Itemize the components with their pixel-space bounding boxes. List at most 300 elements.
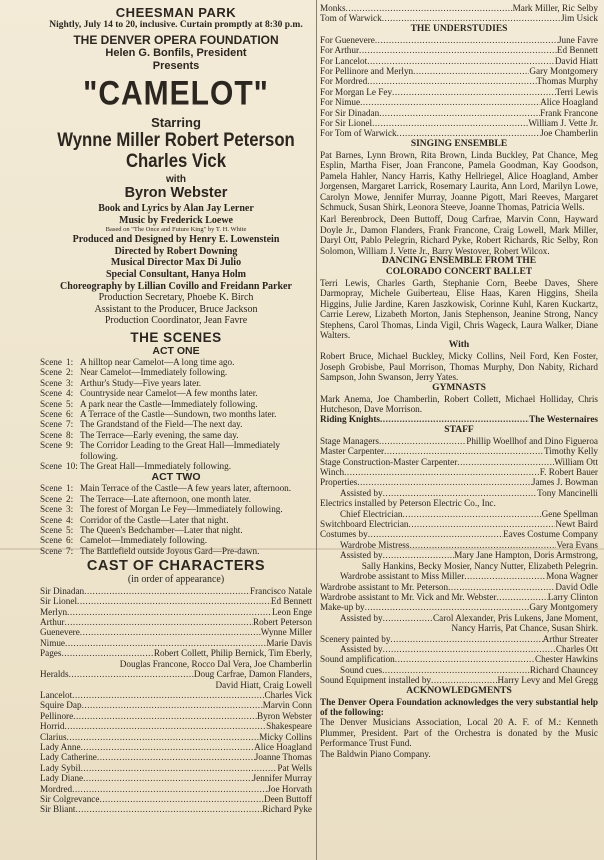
scene-description: Countryside near Camelot—A few months later. [80,388,258,399]
cast-row [40,732,312,742]
role-name: For Arthur [320,45,360,56]
role-name: Sir Dinadan [40,585,85,596]
scene-description: The Terrace—Early evening, the same day. [80,429,239,440]
cast-row [40,773,312,783]
dancing-heading-line2: COLORADO CONCERT BALLET [385,266,533,277]
scene-label: Scene [40,429,62,440]
leader-dots [77,596,271,606]
leader-dots [448,582,555,592]
performer-name: Joanne Thomas [254,752,312,763]
credit-line: Based on "The Once and Future King" by T. H. White [105,226,247,234]
understudy-row [320,128,598,138]
role-name: Lady Diane [40,773,84,784]
cast-row [40,617,312,627]
staff-row [320,644,598,654]
leader-dots [368,529,503,539]
performer-name: Charles Vick [264,689,312,700]
presenter-president: Helen G. Bonfils, President [105,47,247,59]
leader-dots [379,436,466,446]
scene-number: 6: [66,535,74,546]
cast-row [40,648,312,658]
scene-description: The forest of Morgan Le Fey—Immediately following. [80,504,283,515]
scene-number: 4: [66,388,74,399]
leader-dots [61,648,153,658]
scene-label: Scene [40,377,62,388]
role-name: Wardrobe assistant to Mr. Vick and Mr. Webster [320,591,497,602]
role-name: For Sir Lionel [320,118,373,129]
leader-dots [67,732,260,742]
scene-number: 7: [66,545,74,556]
leader-dots [392,87,555,97]
cast-order-note: (in order of appearance) [127,574,225,586]
staff-row [320,592,598,602]
scene-number: 3: [66,504,74,515]
understudy-row [320,87,598,97]
role-name: Make-up by [320,602,365,613]
scene-description: The Terrace—Late afternoon, one month later. [80,493,251,504]
scene-row [40,535,312,545]
scene-description: Corridor of the Castle—Later that night. [80,514,229,525]
staff-row [320,488,598,498]
leader-dots [81,763,278,773]
scene-description: The Great Hall—Immediately following. [80,461,232,471]
staff-row [320,571,598,581]
performer-name: Jim Usick [560,13,598,24]
staff-row [320,467,598,477]
right-column [317,0,604,860]
leader-dots [382,665,530,675]
leader-dots [67,607,272,617]
leader-dots [82,700,263,710]
leader-dots [97,752,255,762]
leader-dots [83,773,252,783]
performer-name: Vera Evans [556,539,598,550]
leader-dots [367,56,555,66]
role-name: Mordred [40,783,73,794]
staff-row [320,582,598,592]
credit-line: Assistant to the Producer, Bruce Jackson [94,303,258,315]
cast-row [40,669,312,679]
performer-name: Robert Peterson [253,617,312,628]
performer-name: James J. Bowman [531,477,598,488]
scene-description: Arthur's Study—Five years later. [80,377,202,388]
leader-dots [73,711,257,721]
cast-row [40,711,312,721]
staff-heading: STAFF [444,424,474,435]
staff-row [320,477,598,487]
performer-name: Deen Buttoff [263,793,312,804]
role-name: Pages [40,648,62,659]
role-name: Assisted by [340,487,383,498]
cast-row [40,586,312,596]
understudy-row [320,97,598,107]
understudy-row [320,35,598,45]
leader-dots [413,66,529,76]
performer-name: Carol Alexander, Pris Lukens, Jane Moment, [433,612,598,623]
staff-row [320,436,598,446]
gymnasts-names: Mark Anema, Joe Chamberlin, Robert Collett, Michael Holliday, Chris Hutcheson, Dave Morrison. [320,393,598,414]
leader-dots [72,690,264,700]
cast-row [40,607,312,617]
continued-line: Douglas Francone, Rocco Dal Vera, Joe Chamberlin [119,658,312,669]
understudy-row [320,108,598,118]
singing-women-names: Pat Barnes, Lynn Brown, Rita Brown, Linda Buckley, Pat Chance, Meg Esplin, Martha Fiser, Joan Francone, Pamela Goodman, Kay Goodson, Pamela Hahler, Nancy Harris, Kathy Hellriegel, Alice Hoagland, Amber Jorgensen, Margaret Larrick, Rosemary Laurita, Ann Lord, Marilyn Lowe, Carolyn Mowe, Jennifer Murray, Joanne Pigott, Mari Reeves, Margaret Schmuck, Susan Shirk, Leonora Steeve, Joanne Thomas, Patricia Wells. [320,149,598,212]
performer-name: Joe Horvath [267,783,312,794]
singing-men-names: Karl Berenbrock, Deen Buttoff, Doug Carfrae, Marvin Conn, Hayward Doyle Jr., Damon Flanders, Frank Francone, Craig Lowell, Mark Miller, Daryl Ott, Pablo Pelegrin, Richard Pyke, Robert Richards, Ric Selby, Ron Solomon, William J. Vette Jr., Barry Westover, Robert Wilcox. [320,214,598,256]
cast-list [40,586,312,815]
scene-label: Scene [40,440,62,451]
scene-row [40,419,312,429]
cast-row [40,627,312,637]
role-name: For Mordred [320,76,368,87]
leader-dots [409,519,556,529]
performer-name: Leon Enge [271,606,312,617]
role-name: Sound Equipment installed by [320,675,432,686]
leader-dots [409,540,556,550]
continued-line: Sally Hankins, Becky Mosier, Nancy Nutter, Elizabeth Pelegrin. [361,560,598,571]
scene-label: Scene [40,535,62,546]
scene-row [40,504,312,514]
role-name: Heralds [40,669,69,680]
leader-dots [372,118,528,128]
role-name: Switchboard Electrician [320,519,409,530]
performer-name: F. Robert Bauer [539,467,598,478]
performer-name: Ed Bennett [556,45,598,56]
role-name: Properties [320,477,358,488]
performer-name: Byron Webster [257,710,312,721]
act-one-scene-list [40,357,312,471]
cast-row [40,690,312,700]
leader-dots [80,627,261,637]
scene-description: The Corridor Leading to the Great Hall—Immediately following. [80,440,281,461]
scene-label: Scene [40,504,62,515]
scene-row [40,546,312,556]
performer-name: Thomas Murphy [536,76,598,87]
scene-number: 2: [66,493,74,504]
scene-row [40,388,312,398]
performer-name: Richard Pyke [262,804,312,815]
cast-row [40,804,312,814]
role-name: For Pellinore and Merlyn [320,66,414,77]
staff-row [320,654,598,664]
leader-dots [72,784,267,794]
scene-label: Scene [40,483,62,494]
performer-name: Shakespeare [266,721,312,732]
with-heading: With [448,340,470,351]
performer-name: Wynne Miller [260,627,312,638]
staff-row [320,498,598,508]
acknowledgment-piano: The Baldwin Piano Company. [320,748,431,759]
performer-name: Mona Wagner [546,571,598,582]
performer-name: Micky Collins [259,731,312,742]
scene-row [40,409,312,419]
performance-dates: Nightly, July 14 to 20, inclusive. Curtain promptly at 8:30 p.m. [49,20,303,30]
role-name: Stage Construction-Master Carpenter [320,456,458,467]
scene-description: The Queen's Bedchamber—Later that night. [80,525,243,536]
staff-row [320,665,598,675]
leader-dots [383,550,454,560]
scene-label: Scene [40,388,62,399]
star-names-line2: Charles Vick [125,151,227,172]
staff-row [320,540,598,550]
scene-label: Scene [40,408,62,419]
role-name: Sir Bliant [40,804,76,815]
scenes-heading: THE SCENES [130,329,222,345]
scene-row [40,483,312,493]
role-name: Wardrobe Mistress [340,539,410,550]
performer-name: Jennifer Murray [252,773,312,784]
leader-dots [65,617,254,627]
understudy-row [320,76,598,86]
act-two-scene-list [40,483,312,556]
performer-name: Doug Carfrae, Damon Flanders, [193,669,312,680]
leader-dots [346,3,513,13]
performer-name: William J. Vette Jr. [528,118,598,129]
scene-label: Scene [40,398,62,409]
performer-name: Gary Montgomery [529,602,598,613]
scene-description: A park near the Castle—Immediately following. [80,398,258,409]
staff-row [320,675,598,685]
leader-dots [457,457,554,467]
role-name: Winch [320,467,345,478]
scene-description: A Terrace of the Castle—Sundown, two months later. [80,408,277,419]
performer-name: Frank Francone [540,107,598,118]
scene-description: The Battlefield outside Joyous Gard—Pre-dawn. [80,545,260,556]
act-two-heading: ACT TWO [151,471,201,484]
role-name: Sir Colgrevance [40,793,100,804]
leader-dots [367,76,536,86]
understudies-list [320,35,598,139]
leader-dots [384,446,544,456]
scene-label: Scene [40,545,62,556]
leader-dots [379,108,540,118]
credit-line: Musical Director Max Di Julio [110,257,242,269]
scene-number: 1: [66,356,74,367]
cast-list-continued [320,3,598,24]
credit-line: Music by Frederick Loewe [119,214,233,226]
understudy-row [320,118,598,128]
performer-name: Phillip Woellhof and Dino Figueroa [466,435,598,446]
leader-dots [99,794,263,804]
leader-dots [431,675,497,685]
leader-dots [397,128,540,138]
scene-row [40,525,312,535]
scene-row [40,367,312,377]
staff-row [320,519,598,529]
scene-number: 1: [66,483,74,494]
scene-number: 5: [66,525,74,536]
performer-name: Eaves Costume Company [503,529,598,540]
cast-row [40,700,312,710]
staff-row [320,457,598,467]
scene-label: Scene [40,356,62,367]
credit-line: Special Consultant, Hanya Holm [105,268,247,280]
role-name: Wardrobe assistant to Mr. Peterson [320,581,449,592]
scene-description: Near Camelot—Immediately following. [80,367,228,378]
cast-row [320,3,598,13]
role-name: Lady Catherine [40,752,97,763]
performer-name: Alice Hoagland [540,97,598,108]
dancing-names: Terri Lewis, Charles Garth, Stephanie Corn, Beebe Daves, Shere Darmopray, Michele Guiberteau, Elise Haas, Karen Higgins, Sheila Higgins, Julie Jardine, Karen Jaszkowisk, Corinne Kuhl, Karen Kuckartz, Carrie Lerew, Lizabeth Morton, Janis Stephenson, Jeanine Strong, Nancy Stephens, Carol Thomas, Linda Vigil, Chris Wageck, Laura Walker, Diane Walters. [320,277,598,340]
role-name: Assisted by [340,612,383,623]
staff-row [320,529,598,539]
leader-dots [383,613,433,623]
performer-name: Richard Chauncey [529,664,598,675]
role-name: Guenevere [40,627,80,638]
role-name: Squire Dap [40,700,82,711]
cast-row [40,721,312,731]
performer-name: Mark Miller, Ric Selby [512,3,598,13]
role-name: Tom of Warwick [320,13,382,24]
scene-row [40,494,312,504]
performer-name: Pat Wells [277,762,312,773]
understudy-row [320,45,598,55]
performer-name: David Hiatt [554,55,598,66]
acknowledgments-intro: The Denver Opera Foundation acknowledges the very substantial help of the following: [320,696,598,717]
continued-line: Nancy Harris, Pat Chance, Susan Shirk. [451,623,598,634]
credit-line: Produced and Designed by Henry E. Lowenstein [72,234,280,246]
credit-line: Book and Lyrics by Alan Jay Lerner [98,203,254,214]
presenter-name: THE DENVER OPERA FOUNDATION [73,32,279,47]
role-name: For Morgan Le Fey [320,86,393,97]
credit-line: Production Secretary, Phoebe K. Birch [98,292,254,304]
continued-line: David Hiatt, Craig Lowell [215,679,312,690]
cast-row [40,794,312,804]
role-name: Nimue [40,637,66,648]
performer-name: Newt Baird [555,519,598,530]
scene-label: Scene [40,367,62,378]
role-name: Sound amplification [320,654,395,665]
scene-label: Scene [40,525,62,536]
understudy-row [320,56,598,66]
role-name: Sound cues [340,664,383,675]
role-name: Arthur [40,617,65,628]
staff-row [320,634,598,644]
featured-star: Byron Webster [124,185,228,201]
scene-description: Main Terrace of the Castle—A few years later, afternoon. [80,483,292,494]
scene-description: A hilltop near Camelot—A long time ago. [80,356,235,367]
role-name: Lady Anne [40,741,81,752]
role-name: Chief Electrician [340,508,403,519]
performer-name: David Odle [555,581,598,592]
scene-number: 9: [66,440,74,451]
cast-row [40,638,312,648]
performer-name: Marie Davis [266,637,312,648]
scene-number: 7: [66,419,74,430]
acknowledgment-musicians: The Denver Musicians Association, Local 20 A. F. of M.: Kenneth Plummer, President. Part of the Orchestra is donated by the Music Performance Trust Fund. [320,717,598,749]
scene-label: Scene [40,514,62,525]
role-name: For Tom of Warwick [320,128,397,139]
scene-number: 8: [66,429,74,440]
performer-name: Larry Clinton [547,591,598,602]
scene-number: 5: [66,398,74,409]
credit-line: Directed by Robert Downing [114,245,238,257]
scene-row [40,399,312,409]
performer-name: Timothy Kelly [543,446,598,457]
leader-dots [84,586,250,596]
role-name: Lancelot [40,689,73,700]
credit-line: Choreography by Lillian Covillo and Freidann Parker [60,280,292,292]
scene-number: 2: [66,367,74,378]
scene-description: Camelot—Immediately following. [80,535,208,546]
leader-dots [380,414,529,424]
scene-label: Scene [40,493,62,504]
staff-row [320,613,598,623]
with-names: Robert Bruce, Michael Buckley, Micky Collins, Neil Ford, Ken Foster, Joseph Grobisbe, Paul Morrison, Thomas Murphy, Don Nabity, Richard Sampson, John Swanson, Jerry Yates. [320,351,598,383]
leader-dots [383,644,556,654]
performer-name: Charles Ott [555,643,598,654]
performer-name: June Favre [557,34,598,45]
leader-dots [360,97,540,107]
cast-heading: CAST OF CHARACTERS [86,558,266,575]
performer-name: Gene Spellman [541,508,598,519]
riding-knights-performer: The Westernaires [529,414,598,425]
role-name: Assisted by [340,643,383,654]
with-label: with [166,174,186,185]
leader-dots [65,721,267,731]
role-name: Horrid [40,721,65,732]
role-name: For Nimue [320,97,361,108]
role-name: Costumes by [320,529,368,540]
gymnasts-heading: GYMNASTS [432,382,486,393]
performer-name: Gary Montgomery [529,66,598,77]
performer-name: Arthur Streater [542,633,598,644]
performer-name: Mary Jane Hampton, Doris Armstrong, [454,550,598,561]
leader-dots [359,45,557,55]
presents-label: Presents [152,60,200,72]
leader-dots [395,654,535,664]
staff-row [320,550,598,560]
performer-name: Francisco Natale [250,585,312,596]
leader-dots [390,634,542,644]
starring-label: Starring [151,115,201,130]
leader-dots [75,804,262,814]
scene-row [40,378,312,388]
performer-name: Tony Mancinelli [537,487,598,498]
role-name: Pellinore [40,710,74,721]
leader-dots [383,488,538,498]
role-name: Lady Sybil [40,762,81,773]
scene-label: Scene [40,419,62,430]
leader-dots [344,467,540,477]
role-name: Scenery painted by [320,633,391,644]
role-name: Master Carpenter [320,446,385,457]
scene-label: Scene [40,461,62,471]
performer-name: Ed Bennett [270,596,312,607]
acknowledgments-heading: ACKNOWLEDGMENTS [406,685,512,696]
scene-number: 3: [66,377,74,388]
performer-name: Joe Chamberlin [540,128,598,139]
leader-dots [81,742,255,752]
role-name: Electrics installed by Peterson Electric Co., Inc. [320,498,496,509]
role-name: For Sir Dinadan [320,107,380,118]
venue-title: CHEESMAN PARK [115,5,237,20]
scene-row [40,440,312,461]
leader-dots [357,477,532,487]
role-name: Monks [320,3,346,13]
role-name: Wardrobe assistant to Miss Miller [340,571,465,582]
singing-ensemble-heading: SINGING ENSEMBLE [410,138,508,149]
performer-name: Chester Hawkins [534,654,598,665]
cast-row [40,784,312,794]
dancing-heading-line1: DANCING ENSEMBLE FROM THE [381,255,537,266]
scene-number: 10: [66,461,78,471]
credit-line: Production Coordinator, Jean Favre [104,315,248,327]
leader-dots [497,592,548,602]
scene-row [40,357,312,367]
leader-dots [403,509,542,519]
understudies-heading: THE UNDERSTUDIES [410,23,508,34]
